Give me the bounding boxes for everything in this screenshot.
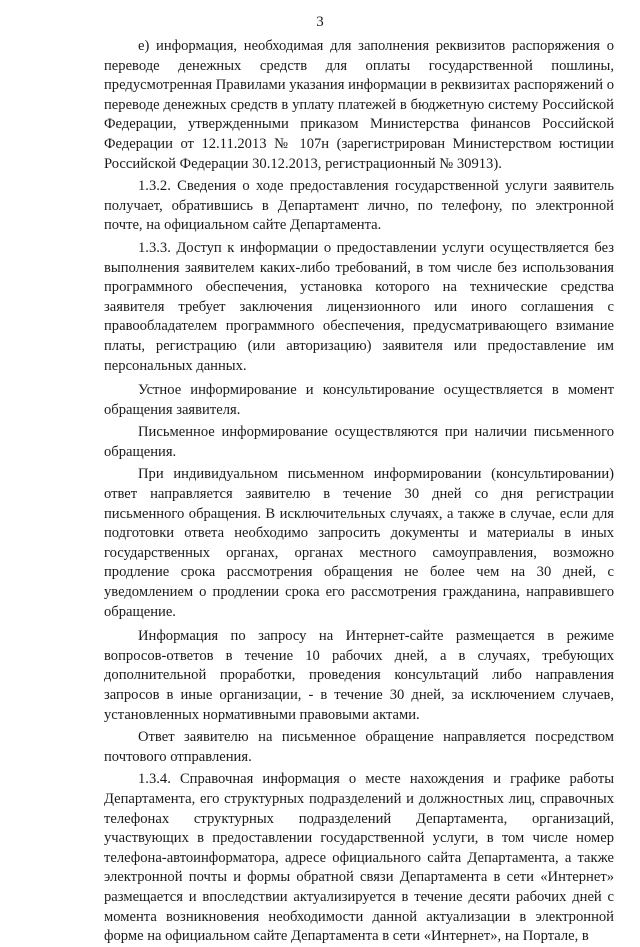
document-body xyxy=(104,37,614,947)
paragraph-1-3-3: 1.3.3. Доступ к информации о предоставлении услуги осуществляется без выполнения заявителем каких-либо требований, в том числе без использования программного обеспечения, установка которого на технические средства заявителя требует заключения лицензионного или иного соглашения с правообладателем программного обеспечения, предусматривающего взимание платы, регистрацию (или авторизацию) заявителя или предоставление им персональных данных. xyxy=(104,239,614,374)
paragraph-1-3-2: 1.3.2. Сведения о ходе предоставления государственной услуги заявитель получает, обратившись в Департамент лично, по телефону, по электронной почте, на официальном сайте Департамента. xyxy=(104,178,614,234)
paragraph-state-fee-details: е) информация, необходимая для заполнения реквизитов распоряжения о переводе денежных средств для оплаты государственной пошлины, предусмотренная Правилами указания информации в реквизитах распоряжений о переводе денежных средств в уплату платежей в бюджетную систему Российской Федерации, утвержденными приказом Министерства финансов Российской Федерации от 12.11.2013 № 107н (зарегистрирован Министерством юстиции Российской Федерации 30.12.2013, регистрационный № 30913). xyxy=(104,38,614,172)
paragraph-postal-response: Ответ заявителю на письменное обращение направляется посредством почтового отправления. xyxy=(104,729,614,765)
paragraph-internet-site-info: Информация по запросу на Интернет-сайте размещается в режиме вопросов-ответов в течение 10 рабочих дней, а в случаях, требующих дополнительной проработки, проведения консультаций либо направления запросов в иные организации, - в течение 30 дней, за исключением случаев, установленных нормативными правовыми актами. xyxy=(104,628,614,723)
paragraph-written-informing: Письменное информирование осуществляются при наличии письменного обращения. xyxy=(104,424,614,460)
paragraph-1-3-4: 1.3.4. Справочная информация о месте нахождения и графике работы Департамента, его структурных подразделений и должностных лиц, справочных телефонах структурных подразделений Департамента, организаций, участвующих в предоставлении государственной услуги, в том числе номер телефона-автоинформатора, адресе официального сайта Департамента, а также электронной почты и формы обратной связи Департамента в сети «Интернет» размещается и впоследствии актуализируется в течение десяти рабочих дней с момента возникновения необходимости данной актуализации в электронной форме на официальном сайте Департамента в сети «Интернет», на Портале, в xyxy=(104,771,614,945)
page-number: 3 xyxy=(316,14,324,30)
paragraph-individual-written-informing: При индивидуальном письменном информировании (консультировании) ответ направляется заявителю в течение 30 дней со дня регистрации письменного обращения. В исключительных случаях, а также в случае, если для подготовки ответа необходимо запросить документы и материалы в иных государственных органах, органах местного самоуправления, возможно продление срока рассмотрения обращения не более чем на 30 дней, с уведомлением о продлении срока его рассмотрения гражданина, направившего обращение. xyxy=(104,466,614,620)
paragraph-oral-informing: Устное информирование и консультирование осуществляется в момент обращения заявителя. xyxy=(104,382,614,418)
